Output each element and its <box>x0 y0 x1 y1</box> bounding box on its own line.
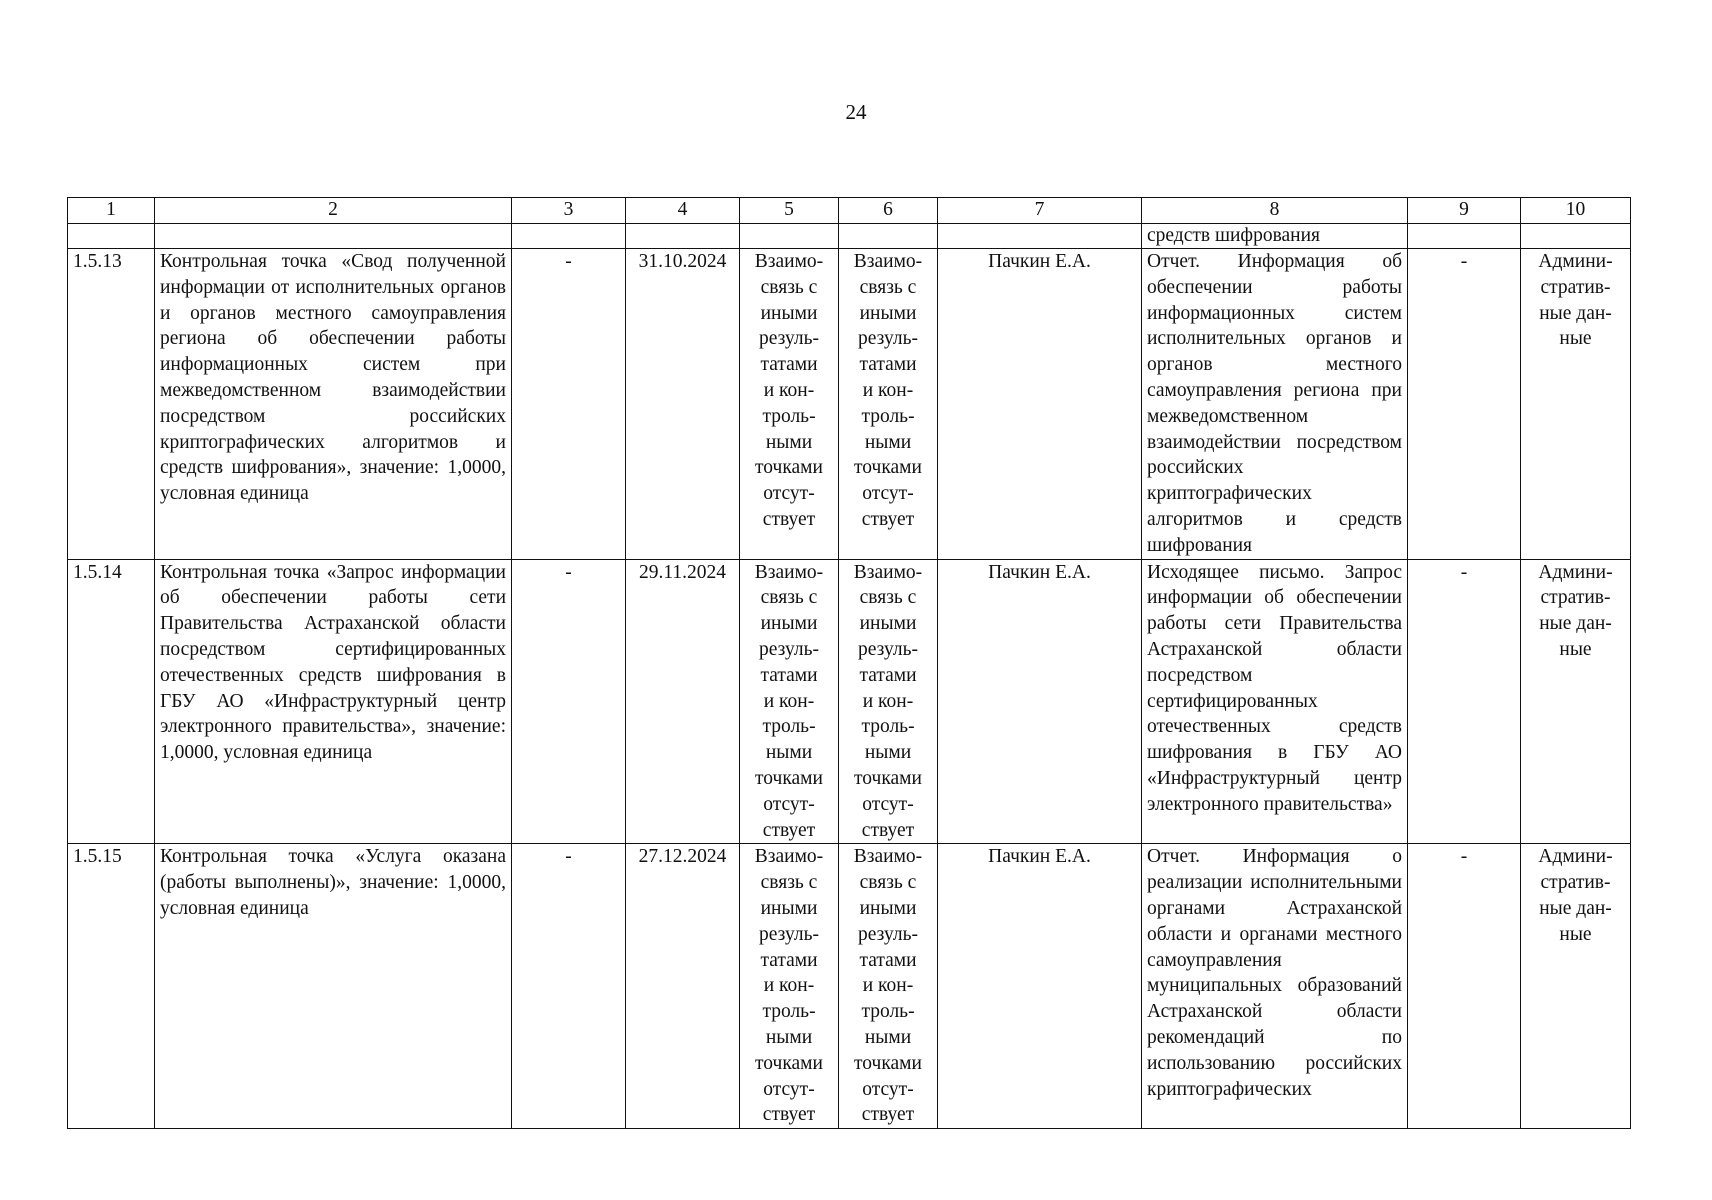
column-header: 9 <box>1408 198 1521 224</box>
column-header: 1 <box>68 198 155 224</box>
relation-text: Взаимо- связь с иными резуль- татами и кон- троль- ными точками отсут- ствует <box>839 249 938 560</box>
confirming-document: Исходящее письмо. Запрос информации об обеспечении работы сети Правительства Астраханской области посредством сертифицированных отечественных средств шифрования в ГБУ АО «Инфраструктурный центр электронного правительства» <box>1142 559 1408 844</box>
column-header: 3 <box>512 198 626 224</box>
row-number: 1.5.14 <box>68 559 155 844</box>
cell-col9: - <box>1408 844 1521 1129</box>
column-header: 10 <box>1521 198 1631 224</box>
cell-col9: - <box>1408 249 1521 560</box>
page-number: 24 <box>845 100 867 124</box>
column-header: 5 <box>740 198 839 224</box>
control-point-name: Контрольная точка «Запрос информации об обеспечении работы сети Правительства Астраханской области посредством сертифицированных отечественных средств шифрования в ГБУ АО «Инфраструктурный центр электронного правительства», значение: 1,0000, условная единица <box>155 559 512 844</box>
cell-col3: - <box>512 844 626 1129</box>
column-header: 4 <box>626 198 740 224</box>
relation-text: Взаимо- связь с иными резуль- татами и кон- троль- ными точками отсут- ствует <box>839 844 938 1129</box>
continuation-row <box>68 224 1631 249</box>
continuation-text: средств шифрования <box>1142 224 1408 249</box>
control-points-table <box>67 197 1631 1129</box>
responsible-person: Пачкин Е.А. <box>938 844 1142 1129</box>
relation-text: Взаимо- связь с иными резуль- татами и кон- троль- ными точками отсут- ствует <box>740 249 839 560</box>
deadline-date: 31.10.2024 <box>626 249 740 560</box>
column-number-row <box>68 198 1631 224</box>
confirming-document: Отчет. Информация о реализации исполнительными органами Астраханской области и органами местного самоуправления муниципальных образований Астраханской области рекомендаций по использованию российских криптографических <box>1142 844 1408 1129</box>
relation-text: Взаимо- связь с иными резуль- татами и кон- троль- ными точками отсут- ствует <box>740 844 839 1129</box>
column-header: 7 <box>938 198 1142 224</box>
cell-col3: - <box>512 249 626 560</box>
table-row <box>68 559 1631 844</box>
data-source: Админи- стратив- ные дан- ные <box>1521 844 1631 1129</box>
cell-col9: - <box>1408 559 1521 844</box>
deadline-date: 27.12.2024 <box>626 844 740 1129</box>
control-point-name: Контрольная точка «Услуга оказана (работы выполнены)», значение: 1,0000, условная единица <box>155 844 512 1129</box>
relation-text: Взаимо- связь с иными резуль- татами и кон- троль- ными точками отсут- ствует <box>839 559 938 844</box>
table-row <box>68 249 1631 560</box>
responsible-person: Пачкин Е.А. <box>938 249 1142 560</box>
row-number: 1.5.15 <box>68 844 155 1129</box>
control-point-name: Контрольная точка «Свод полученной информации от исполнительных органов и органов местного самоуправления региона об обеспечении работы информационных систем при межведомственном взаимодействии посредством российских криптографических алгоритмов и средств шифрования», значение: 1,0000, условная единица <box>155 249 512 560</box>
data-source: Админи- стратив- ные дан- ные <box>1521 249 1631 560</box>
relation-text: Взаимо- связь с иными резуль- татами и кон- троль- ными точками отсут- ствует <box>740 559 839 844</box>
column-header: 8 <box>1142 198 1408 224</box>
deadline-date: 29.11.2024 <box>626 559 740 844</box>
row-number: 1.5.13 <box>68 249 155 560</box>
confirming-document: Отчет. Информация об обеспечении работы информационных систем исполнительных органов и органов местного самоуправления региона при межведомственном взаимодействии посредством российских криптографических алгоритмов и средств шифрования <box>1142 249 1408 560</box>
table-row <box>68 844 1631 1129</box>
data-source: Админи- стратив- ные дан- ные <box>1521 559 1631 844</box>
column-header: 6 <box>839 198 938 224</box>
cell-col3: - <box>512 559 626 844</box>
column-header: 2 <box>155 198 512 224</box>
responsible-person: Пачкин Е.А. <box>938 559 1142 844</box>
